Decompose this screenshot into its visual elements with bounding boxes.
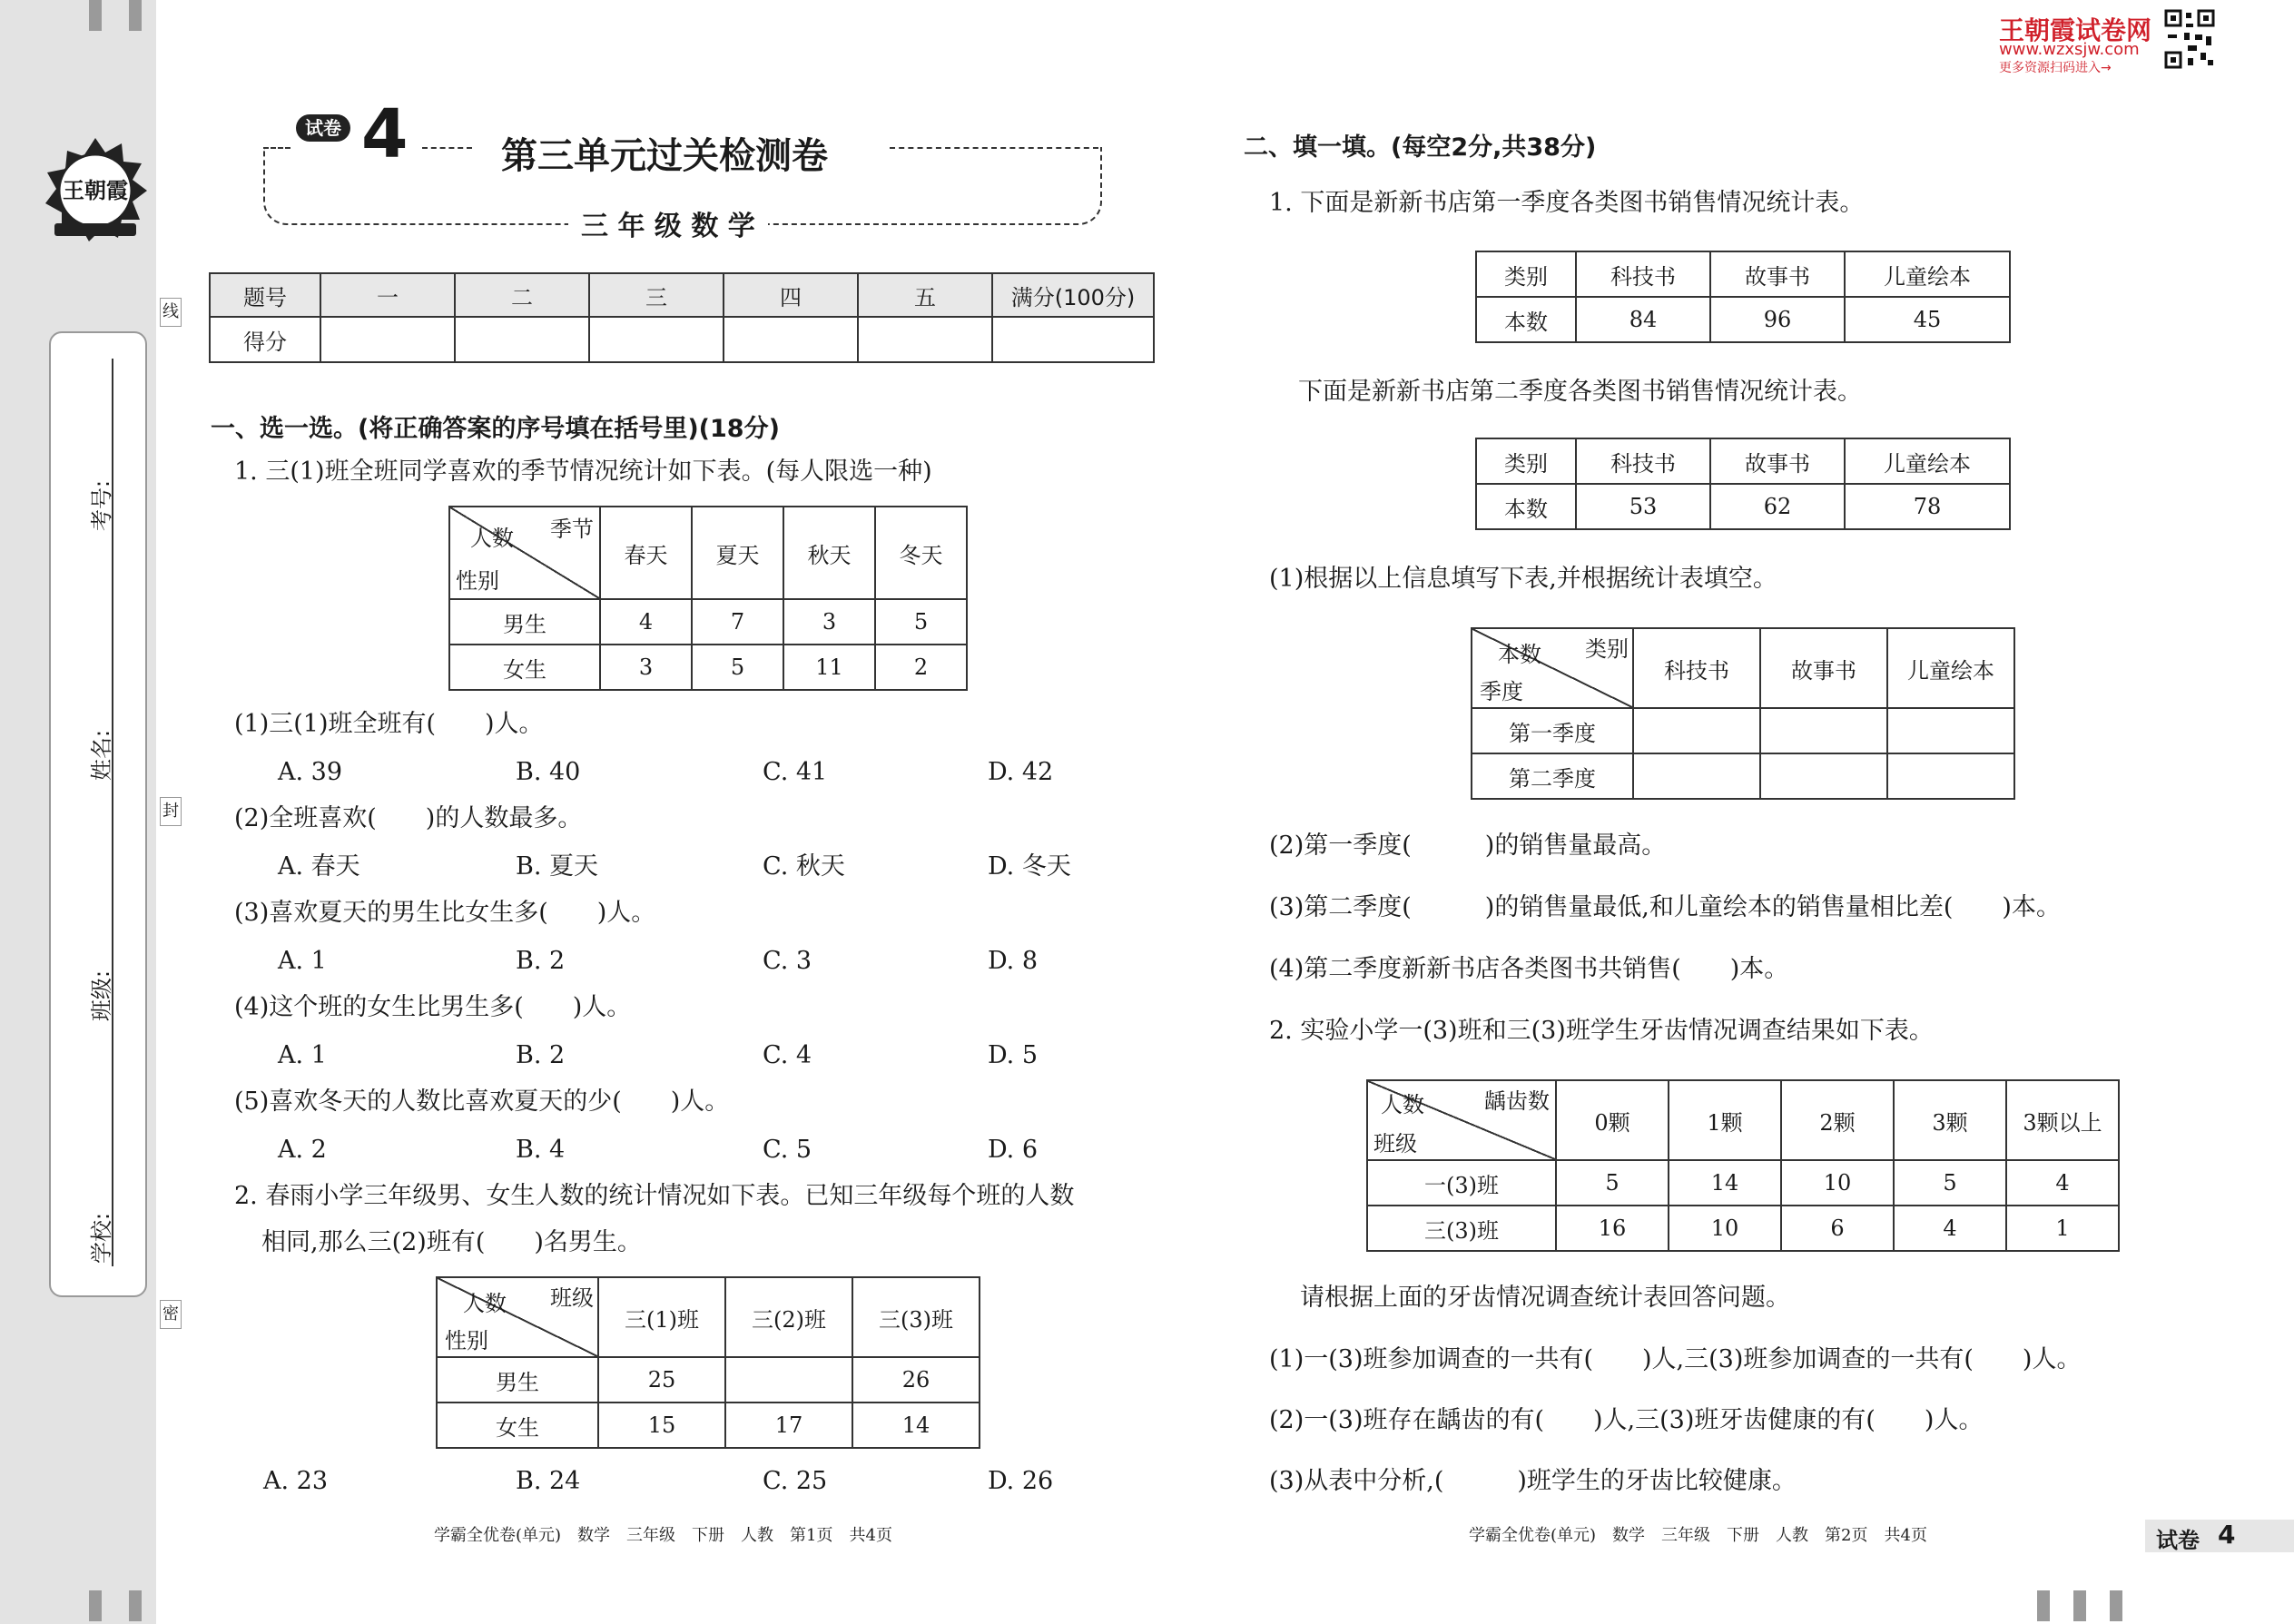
s2-q1-mid-text: 下面是新新书店第二季度各类图书销售情况统计表。 <box>1298 378 1862 406</box>
binding-mark-seal: 封 <box>160 797 182 826</box>
table-cell: 16 <box>1556 1206 1669 1251</box>
footer-left: 学霸全优卷(单元) 数学 三年级 下册 人教 第1页 共4页 <box>434 1526 892 1545</box>
corner-bottom: 班级 <box>1373 1131 1417 1156</box>
q1-stem: 1. 三(1)班全班同学喜欢的季节情况统计如下表。(每人限选一种) <box>234 458 932 486</box>
table-col-header: 儿童绘本 <box>1845 251 2010 297</box>
table-row-label: 第二季度 <box>1472 753 1633 799</box>
q1-sub3: (3)喜欢夏天的男生比女生多( )人。 <box>234 899 656 927</box>
table-row-label: 本数 <box>1476 297 1576 342</box>
header-dash-right <box>890 147 1098 149</box>
score-header-cell: 题号 <box>210 273 320 317</box>
table-col-header: 科技书 <box>1633 628 1760 708</box>
binding-tick <box>2037 1590 2050 1621</box>
table-row-label: 第一季度 <box>1472 708 1633 753</box>
corner-mid: 人数 <box>470 526 514 551</box>
page-tag <box>2145 1520 2294 1552</box>
table-cell: 4 <box>600 599 692 645</box>
table-cell: 78 <box>1845 484 2010 529</box>
site-slogan: 更多资源扫码进入→ <box>1999 61 2112 75</box>
s2-q2-sub1: (1)一(3)班参加调查的一共有( )人,三(3)班参加调查的一共有( )人。 <box>1269 1345 2082 1373</box>
table-cell: 96 <box>1710 297 1845 342</box>
score-cell[interactable] <box>858 317 992 362</box>
fill-cell[interactable] <box>1887 753 2014 799</box>
option[interactable]: C. 秋天 <box>763 852 845 881</box>
q2-stem-line1: 2. 春雨小学三年级男、女生人数的统计情况如下表。已知三年级每个班的人数 <box>234 1182 1075 1210</box>
table-cell: 10 <box>1669 1206 1781 1251</box>
table-col-header: 故事书 <box>1710 438 1845 484</box>
corner-mid: 人数 <box>463 1291 507 1316</box>
fill-cell[interactable] <box>1760 753 1887 799</box>
corner-bottom: 性别 <box>456 568 499 594</box>
fill-cell[interactable] <box>1760 708 1887 753</box>
table-cell: 5 <box>1556 1160 1669 1206</box>
table-col-header: 3颗 <box>1894 1080 2006 1160</box>
option[interactable]: B. 4 <box>516 1136 566 1164</box>
header-dash-left <box>263 147 290 149</box>
option[interactable]: B. 2 <box>516 947 566 975</box>
q1-sub4: (4)这个班的女生比男生多( )人。 <box>234 993 632 1021</box>
binding-mark-line: 线 <box>160 298 182 327</box>
paper-tag: 试卷 <box>296 114 350 142</box>
option[interactable]: C. 3 <box>763 947 812 975</box>
binding-tick <box>89 0 102 31</box>
table-col-header: 冬天 <box>875 507 967 599</box>
s2-q2-sub2: (2)一(3)班存在龋齿的有( )人,三(3)班牙齿健康的有( )人。 <box>1269 1406 1984 1434</box>
table-row-label: 女生 <box>449 645 600 690</box>
table-col-header: 0颗 <box>1556 1080 1669 1160</box>
qr-code-icon <box>2164 9 2215 69</box>
score-cell[interactable] <box>455 317 589 362</box>
score-cell[interactable] <box>320 317 455 362</box>
binding-tick <box>89 1590 102 1621</box>
score-cell[interactable] <box>992 317 1154 362</box>
option[interactable]: B. 24 <box>516 1467 581 1495</box>
table-cell: 4 <box>1894 1206 2006 1251</box>
binding-tick <box>129 0 142 31</box>
table-col-header: 春天 <box>600 507 692 599</box>
class-label: 班级: <box>89 969 114 1021</box>
s2-q2-prompt: 请根据上面的牙齿情况调查统计表回答问题。 <box>1300 1284 1790 1312</box>
table-cell: 5 <box>692 645 783 690</box>
table-col-header: 儿童绘本 <box>1887 628 2014 708</box>
option[interactable]: B. 2 <box>516 1041 566 1069</box>
s2-q2-stem: 2. 实验小学一(3)班和三(3)班学生牙齿情况调查结果如下表。 <box>1269 1017 1934 1045</box>
table-cell: 45 <box>1845 297 2010 342</box>
option[interactable]: D. 冬天 <box>988 852 1071 881</box>
q1-sub1: (1)三(1)班全班有( )人。 <box>234 710 544 738</box>
corner-bottom: 季度 <box>1480 679 1523 704</box>
table-cell: 6 <box>1781 1206 1894 1251</box>
q1-sub5: (5)喜欢冬天的人数比喜欢夏天的少( )人。 <box>234 1088 730 1116</box>
table-col-header: 科技书 <box>1576 251 1710 297</box>
option[interactable]: B. 40 <box>516 758 581 786</box>
corner-bottom: 性别 <box>445 1328 488 1353</box>
option[interactable]: D. 8 <box>988 947 1039 975</box>
page-subtitle: 三 年 级 数 学 <box>568 203 768 243</box>
option[interactable]: A. 39 <box>278 758 343 786</box>
section1-heading: 一、选一选。(将正确答案的序号填在括号里)(18分) <box>211 415 780 443</box>
logo-text: 王朝霞 <box>63 177 128 203</box>
option[interactable]: D. 6 <box>988 1136 1039 1164</box>
page-tag-number: 4 <box>2218 1520 2236 1550</box>
q1-fill-table[interactable] <box>1471 627 2015 800</box>
table-col-header: 2颗 <box>1781 1080 1894 1160</box>
score-header-cell: 满分(100分) <box>992 273 1154 317</box>
table-cell: 5 <box>875 599 967 645</box>
corner-top: 类别 <box>1585 636 1629 662</box>
table-cell: 14 <box>852 1403 980 1448</box>
season-table <box>448 506 968 691</box>
footer-right: 学霸全优卷(单元) 数学 三年级 下册 人教 第2页 共4页 <box>1469 1526 1927 1545</box>
score-cell[interactable] <box>589 317 724 362</box>
score-table <box>209 272 1155 363</box>
table-cell: 84 <box>1576 297 1710 342</box>
option[interactable]: A. 1 <box>278 947 327 975</box>
table-cell: 10 <box>1781 1160 1894 1206</box>
header-dash-mid <box>422 147 472 149</box>
table-col-header: 1颗 <box>1669 1080 1781 1160</box>
q1-sub2: (2)全班喜欢( )的人数最多。 <box>234 804 583 832</box>
s2-q1-sub2: (2)第一季度( )的销售量最高。 <box>1269 832 1667 860</box>
table-cell: 1 <box>2006 1206 2119 1251</box>
s2-q1-sub4: (4)第二季度新新书店各类图书共销售( )本。 <box>1269 955 1789 983</box>
table-col-header: 三(3)班 <box>852 1277 980 1357</box>
table-cell: 3 <box>783 599 875 645</box>
fill-cell[interactable] <box>1633 753 1760 799</box>
table-cell: 26 <box>852 1357 980 1403</box>
table-cell: 15 <box>598 1403 725 1448</box>
table-cell: 5 <box>1894 1160 2006 1206</box>
table-col-header: 类别 <box>1476 438 1576 484</box>
table-col-header: 3颗以上 <box>2006 1080 2119 1160</box>
paper-number: 4 <box>361 95 409 173</box>
school-label: 学校: <box>89 1212 114 1264</box>
option[interactable]: D. 5 <box>988 1041 1039 1069</box>
table-cell: 11 <box>783 645 875 690</box>
table-col-header: 三(2)班 <box>725 1277 852 1357</box>
score-row-label: 得分 <box>210 317 320 362</box>
table-cell: 4 <box>2006 1160 2119 1206</box>
corner-top: 班级 <box>550 1285 594 1311</box>
site-url: www.wzxsjw.com <box>1999 40 2140 59</box>
teeth-table <box>1366 1079 2120 1252</box>
table-row-label: 女生 <box>437 1403 598 1448</box>
student-info-panel <box>49 331 147 1297</box>
option[interactable]: C. 5 <box>763 1136 812 1164</box>
page-tag-label: 试卷 <box>2156 1528 2200 1553</box>
binding-tick <box>2110 1590 2122 1621</box>
table-col-header: 故事书 <box>1710 251 1845 297</box>
page-title: 第三单元过关检测卷 <box>501 135 828 177</box>
table-cell: 17 <box>725 1403 852 1448</box>
s2-q1-stem: 1. 下面是新新书店第一季度各类图书销售情况统计表。 <box>1269 189 1865 217</box>
table-row-label: 本数 <box>1476 484 1576 529</box>
option[interactable]: D. 42 <box>988 758 1054 786</box>
option[interactable]: C. 4 <box>763 1041 812 1069</box>
table-col-header: 三(1)班 <box>598 1277 725 1357</box>
s2-q2-sub3: (3)从表中分析,( )班学生的牙齿比较健康。 <box>1269 1467 1797 1495</box>
exam-no-label: 考号: <box>89 479 114 531</box>
q1-sales-table-2 <box>1475 438 2011 530</box>
option[interactable]: B. 夏天 <box>516 852 599 881</box>
score-header-cell: 五 <box>858 273 992 317</box>
name-label: 姓名: <box>89 729 114 781</box>
section2-heading: 二、填一填。(每空2分,共38分) <box>1244 133 1597 162</box>
corner-top: 季节 <box>550 517 594 542</box>
table-cell: 7 <box>692 599 783 645</box>
table-row-label: 三(3)班 <box>1367 1206 1556 1251</box>
fill-cell[interactable] <box>1633 708 1760 753</box>
s2-q1-sub1: (1)根据以上信息填写下表,并根据统计表填空。 <box>1269 565 1777 593</box>
table-row-label: 一(3)班 <box>1367 1160 1556 1206</box>
table-col-header: 秋天 <box>783 507 875 599</box>
option[interactable]: A. 1 <box>278 1041 327 1069</box>
binding-tick <box>129 1590 142 1621</box>
score-header-cell: 三 <box>589 273 724 317</box>
score-header-cell: 二 <box>455 273 589 317</box>
table-col-header: 类别 <box>1476 251 1576 297</box>
table-cell: 62 <box>1710 484 1845 529</box>
score-header-cell: 一 <box>320 273 455 317</box>
corner-top: 龋齿数 <box>1484 1088 1550 1114</box>
table-cell: 25 <box>598 1357 725 1403</box>
table-col-header: 故事书 <box>1760 628 1887 708</box>
table-col-header: 儿童绘本 <box>1845 438 2010 484</box>
class-gender-table <box>436 1276 980 1449</box>
table-cell: 3 <box>600 645 692 690</box>
option[interactable]: C. 41 <box>763 758 828 786</box>
logo <box>42 136 149 243</box>
table-row-label: 男生 <box>449 599 600 645</box>
q2-stem-line2: 相同,那么三(2)班有( )名男生。 <box>261 1228 642 1256</box>
fill-cell[interactable] <box>1887 708 2014 753</box>
corner-mid: 人数 <box>1381 1092 1424 1117</box>
table-corner <box>1472 628 1633 708</box>
score-header-cell: 四 <box>724 273 858 317</box>
table-cell <box>725 1357 852 1403</box>
binding-mark-secret: 密 <box>160 1300 182 1329</box>
table-cell: 14 <box>1669 1160 1781 1206</box>
option[interactable]: A. 2 <box>278 1136 327 1164</box>
s2-q1-sub3: (3)第二季度( )的销售量最低,和儿童绘本的销售量相比差( )本。 <box>1269 893 2061 921</box>
table-corner <box>1367 1080 1556 1160</box>
table-corner <box>437 1277 598 1357</box>
table-col-header: 科技书 <box>1576 438 1710 484</box>
table-corner <box>449 507 600 599</box>
binding-tick <box>2073 1590 2086 1621</box>
score-cell[interactable] <box>724 317 858 362</box>
table-cell: 53 <box>1576 484 1710 529</box>
option[interactable]: A. 23 <box>263 1467 329 1495</box>
q1-sales-table-1 <box>1475 251 2011 343</box>
option[interactable]: A. 春天 <box>278 852 360 881</box>
site-name: 王朝霞试卷网 <box>1999 15 2152 45</box>
option[interactable]: C. 25 <box>763 1467 828 1495</box>
table-col-header: 夏天 <box>692 507 783 599</box>
option[interactable]: D. 26 <box>988 1467 1054 1495</box>
table-cell: 2 <box>875 645 967 690</box>
table-row-label: 男生 <box>437 1357 598 1403</box>
corner-mid: 本数 <box>1498 642 1541 667</box>
